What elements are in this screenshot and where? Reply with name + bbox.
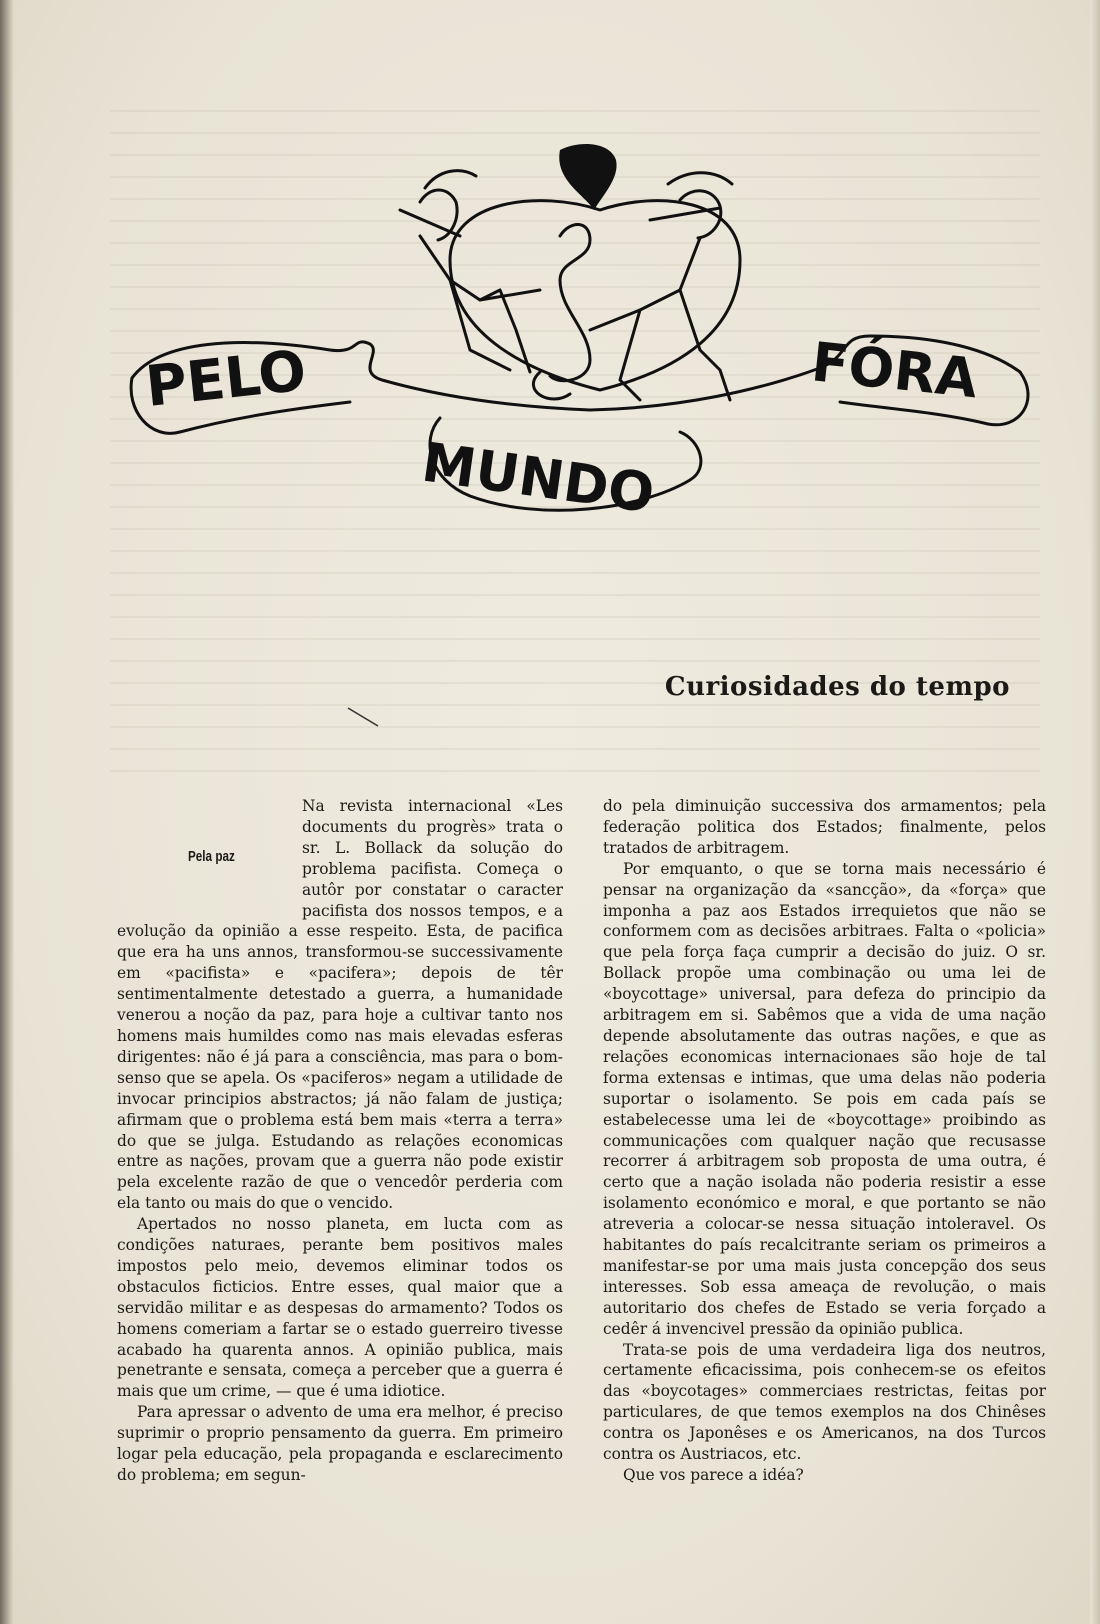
article-paragraph: Por emquanto, o que se torna mais necessário é pensar na organização da «sancção», da «força» que imponha a paz aos Estados irrequietos que não se conformem com as decisões arbitraes. Falta o «policia» que pela força faça cumprir a decisão do juiz. O sr. Bollack propõe uma combinação ou uma lei de «boycottage» universal, para defeza do principio da arbitragem em si. Sabêmos que a vida de uma nação depende absolutamente das outras nações, e que as relações economicas internacionaes são hoje de tal forma extensas e intimas, que uma delas não poderia suportar o isolamento. Se pois em cada país se estabelecesse uma lei de «boycottage» proibindo as communicações com qualquer nação que recusasse recorrer á arbitragem sob proposta de uma outra, é certo que a nação isolada não poderia resistir a esse isolamento económico e moral, e que portanto se não atreveria a colocar-se nessa situação intoleravel. Os habitantes do país recalcitrante seriam os primeiros a manifestar-se por uma mais justa concepção dos seus interesses. Sob essa ameaça de revolução, o mais autoritario dos chefes de Estado se veria forçado a cedêr á invencivel pressão da opinião publica. — [603, 859, 1046, 1338]
pen-mark — [346, 704, 382, 730]
section-title: Curiosidades do tempo — [664, 672, 1010, 702]
page-edge-shadow — [1090, 0, 1100, 1624]
article-paragraph: Para apressar o advento de uma era melhor, é preciso suprimir o proprio pensamento da guerra. Em primeiro logar pela educação, pela propaganda e esclarecimento do problema; em segun- — [117, 1403, 563, 1484]
article-column-left — [117, 796, 563, 1486]
header-word-fora: FÓRA — [808, 330, 981, 411]
sidenote-pela-paz: Pela paz — [188, 848, 235, 865]
sidenote-gap — [117, 796, 302, 901]
article-column-right — [603, 796, 1046, 1486]
article-paragraph: Trata-se pois de uma verdadeira liga dos neutros, certamente eficacissima, pois conhecem-se os efeitos das «boycotages» commerciaes restrictas, feitas por particulares, de que temos exemplos na dos Chinêses contra os Japonêses e os Americanos, na dos Turcos contra os Austriacos, etc. — [603, 1340, 1046, 1464]
page-spine-shadow — [0, 0, 14, 1624]
article-paragraph: do pela diminuição successiva dos armamentos; pela federação politica dos Estados; finalmente, pelos tratados de arbitragem. — [603, 797, 1046, 857]
article-paragraph: Apertados no nosso planeta, em lucta com as condições naturaes, perante bem positivos males impostos pelo meio, devemos eliminar todos os obstaculos ficticios. Entre esses, qual maior que a servidão militar e as despesas do armamento? Todos os homens comeriam a fartar se o estado guerreiro tivesse acabado ha quarenta annos. A opinião publica, mais penetrante e sensata, começa a perceber que a guerra é mais que um crime, — que é uma idiotice. — [117, 1215, 563, 1401]
header-word-pelo: PELO — [142, 338, 310, 420]
pelo-mundo-fora-header-illustration — [120, 140, 1045, 525]
article-paragraph: Que vos parece a idéa? — [623, 1466, 804, 1484]
header-word-mundo: MUNDO — [418, 430, 659, 525]
article-paragraph: Na revista internacional «Les documents du progrès» trata o sr. L. Bollack da solução do problema pacifista. Começa o autôr por constatar o caracter pacifista dos nossos tempos, e a evolução da opinião a esse respeito. Esta, de pacifica que era ha uns annos, transformou-se successivamente em «pacifista» e «pacifera»; depois de têr sentimentalmente detestado a guerra, a humanidade venerou a noção da paz, para hoje a cultivar tanto nos homens mais humildes como nas mais elevadas esferas dirigentes: não é já para a consciência, mas para o bom-senso que se apela. Os «paciferos» negam a utilidade de invocar principios abstractos; já não falam de justiça; afirmam que o problema está bem mais «terra a terra» do que se julga. Estudando as relações economicas entre as nações, provam que a guerra não pode existir pela excelente razão de que o vencedôr perderia com ela tanto ou mais do que o vencido. — [117, 797, 563, 1213]
